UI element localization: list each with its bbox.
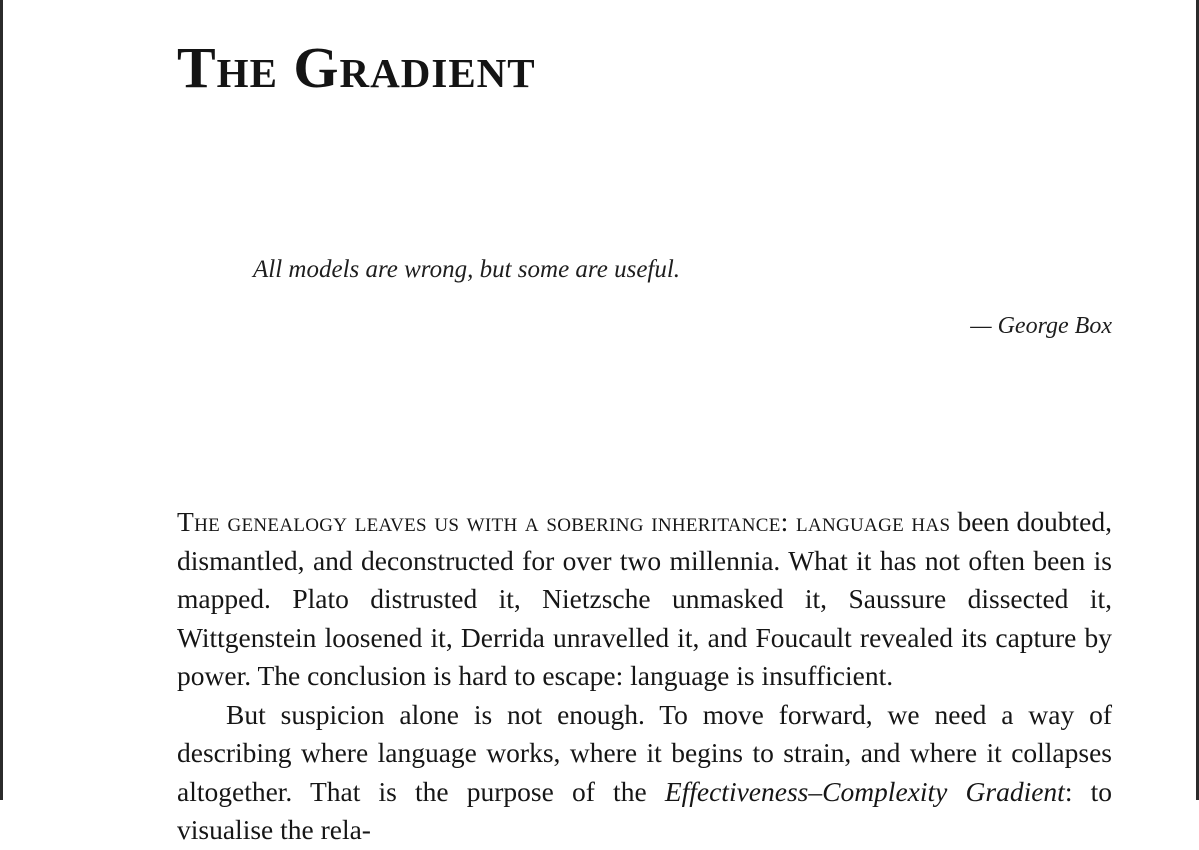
chapter-title: The Gradient <box>177 35 536 100</box>
epigraph-quote: All models are wrong, but some are useful. <box>253 256 681 283</box>
paragraph-opening-smallcaps: The genealogy leaves us with a sobering inheritance: language has <box>177 506 951 537</box>
gradient-term-emphasis: Effectiveness–Complexity Gradient <box>664 775 1065 807</box>
paragraph-2-text-before: But suspicion alone is not enough. To move forward, we need a way of describing where language works, where it begins to strain, and where it collapses altogether. That is the purpose of the <box>177 698 1112 807</box>
paragraph-2-text-after: : to visualise the rela- <box>177 775 1112 845</box>
paragraph-2 <box>177 696 1112 850</box>
paragraph-1-text: been doubted, dismantled, and deconstructed for over two millennia. What it has not often been is mapped. Plato distrusted it, Nietzsche unmasked it, Saussure dissected it, Wittgenstein loosened it, Derrida unravelled it, and Foucault revealed its capture by power. The conclusion is hard to escape: language is insufficient. <box>177 506 1112 691</box>
paragraph-1 <box>177 503 1112 696</box>
epigraph-attribution: — George Box <box>970 313 1112 339</box>
page-edge-left <box>0 0 3 800</box>
body-text <box>177 503 1112 850</box>
